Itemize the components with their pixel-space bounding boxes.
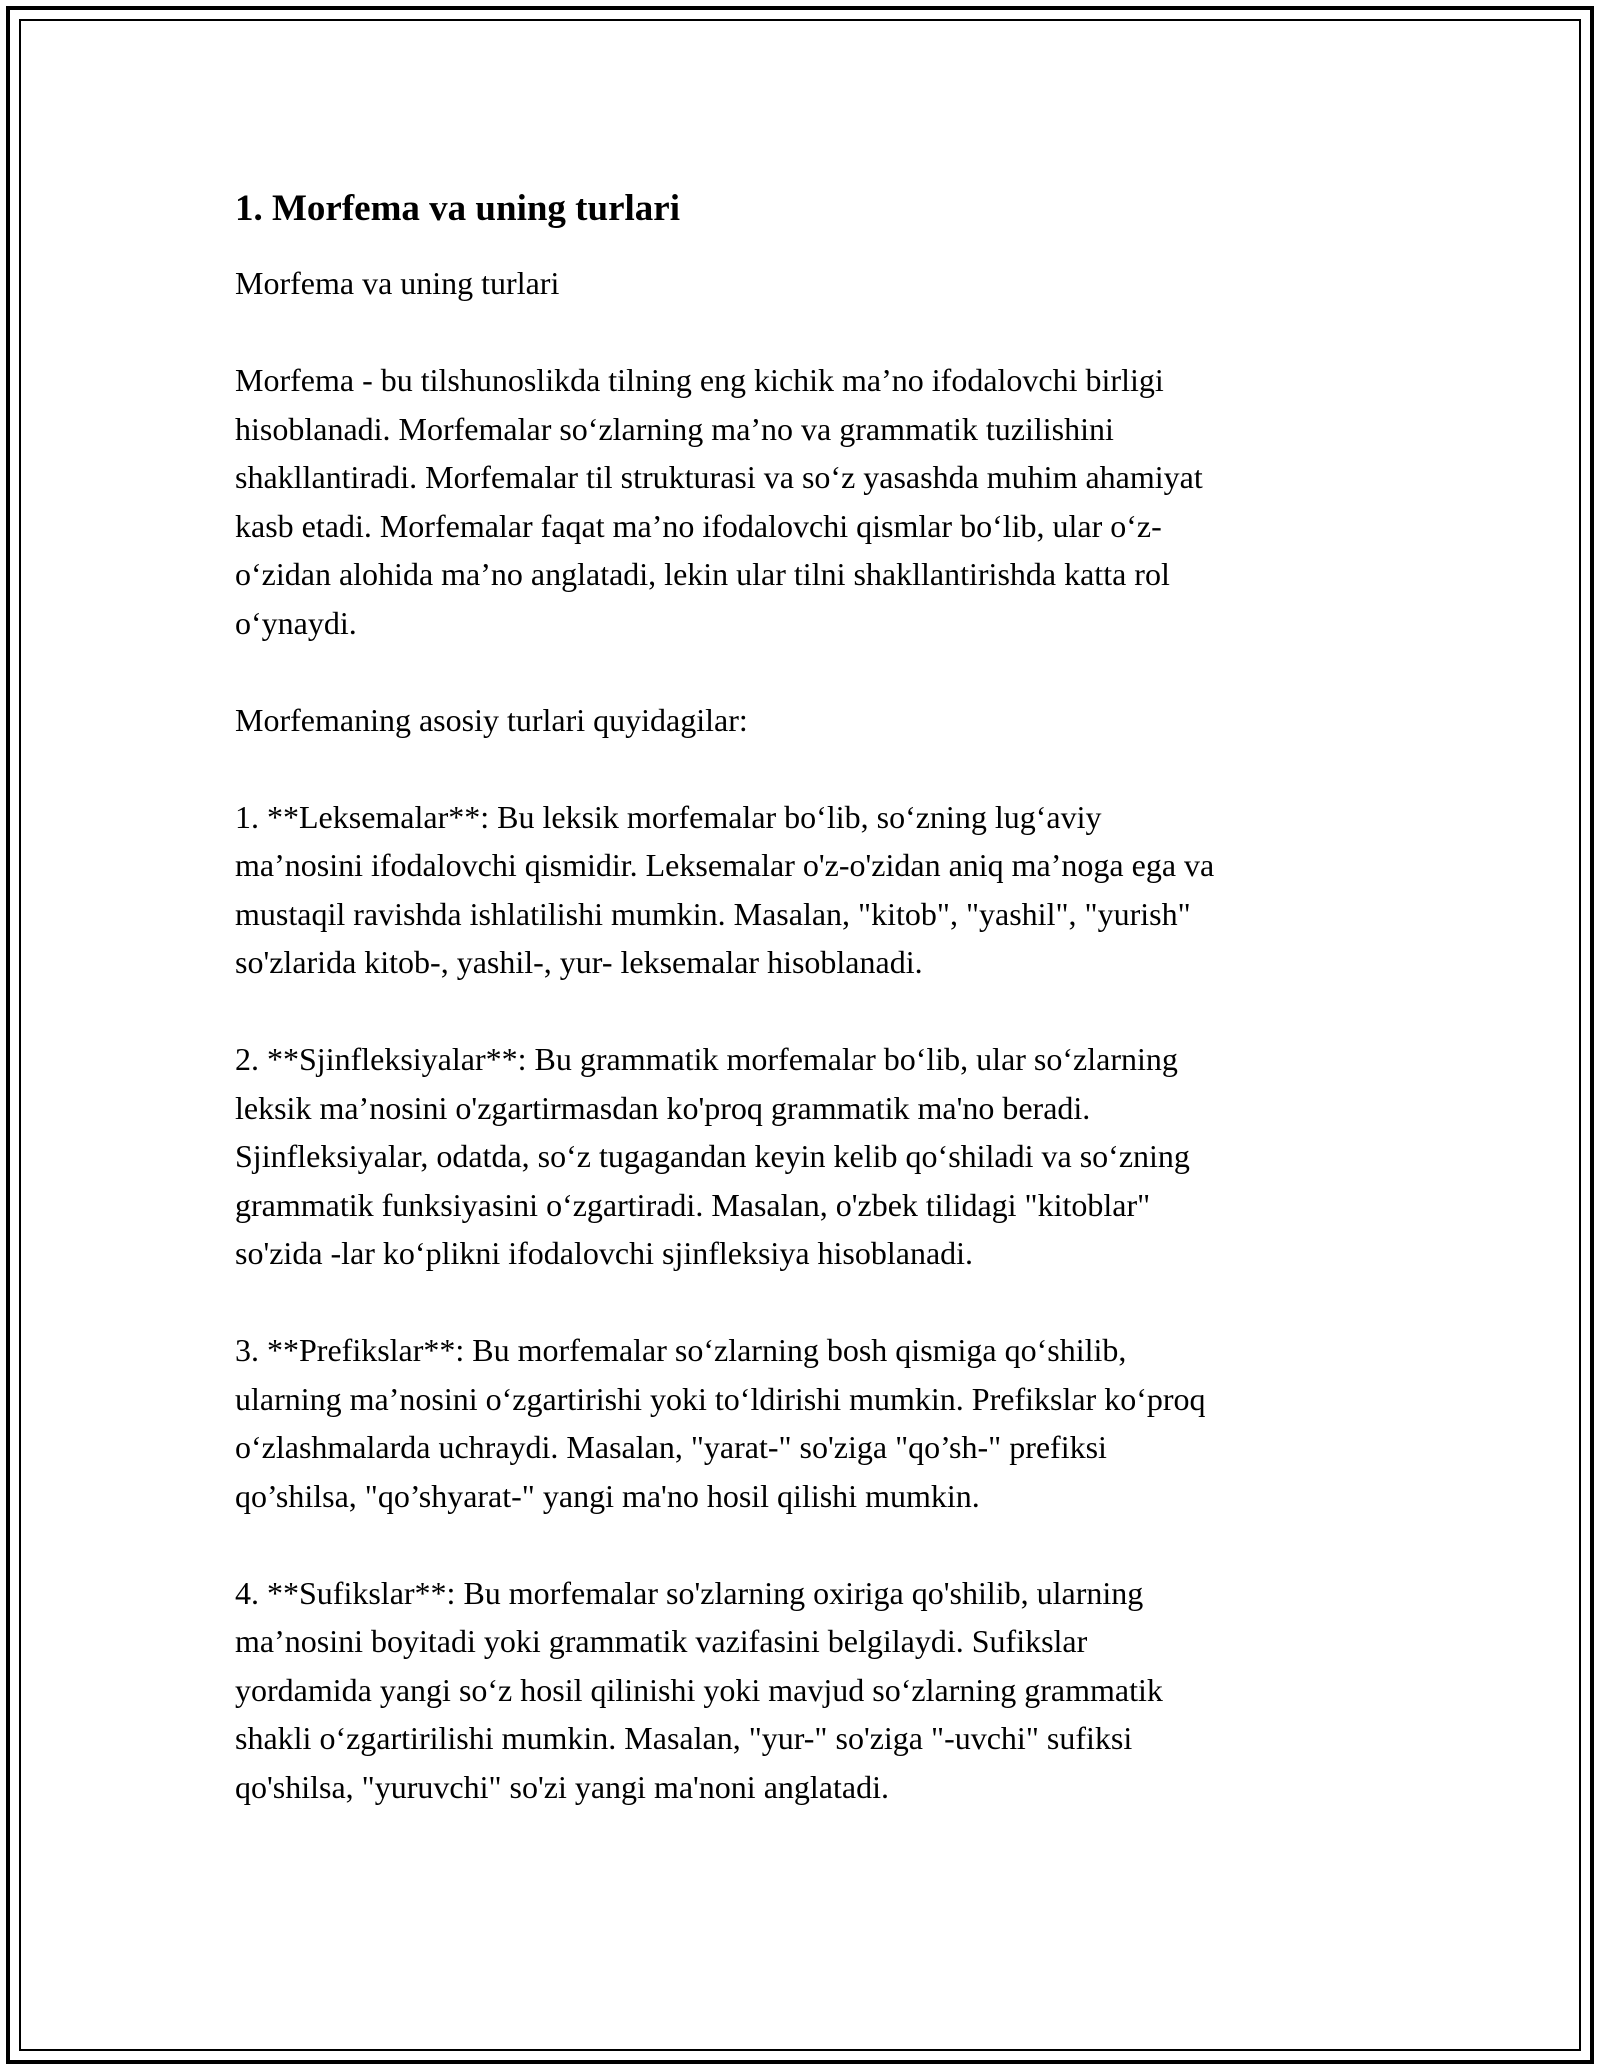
- sufikslar-paragraph: 4. **Sufikslar**: Bu morfemalar so'zlarning oxiriga qo'shilib, ularning ma’nosini boyitadi yoki grammatik vazifasini belgilaydi. Sufikslar yordamida yangi so‘z hosil qilinishi yoki mavjud so‘zlarning grammatik shakli o‘zgartirilishi mumkin. Masalan, "yur-" so'ziga "-uvchi" sufiksi qo'shilsa, "yuruvchi" so'zi yangi ma'noni anglatadi.: [235, 1574, 1163, 1805]
- prefikslar-paragraph: 3. **Prefikslar**: Bu morfemalar so‘zlarning bosh qismiga qo‘shilib, ularning ma’nosini o‘zgartirishi yoki to‘ldirishi mumkin. Prefikslar ko‘proq o‘zlashmalarda uchraydi. Masalan, "yarat-" so'ziga "qo’sh-" prefiksi qo’shilsa, "qo’shyarat-" yangi ma'no hosil qilishi mumkin.: [235, 1332, 1206, 1514]
- types-lead-paragraph: Morfemaning asosiy turlari quyidagilar:: [235, 701, 748, 738]
- section-heading: 1. Morfema va uning turlari: [235, 188, 680, 229]
- document-body: [235, 185, 1385, 1811]
- intro-paragraph: Morfema - bu tilshunoslikda tilning eng kichik ma’no ifodalovchi birligi hisoblanadi. Morfemalar so‘zlarning ma’no va grammatik tuzilishini shakllantiradi. Morfemalar til strukturasi va so‘z yasashda muhim ahamiyat kasb etadi. Morfemalar faqat ma’no ifodalovchi qismlar bo‘lib, ular o‘z- o‘zidan alohida ma’no anglatadi, lekin ular tilni shakllantirishda katta rol o‘ynaydi.: [235, 362, 1203, 641]
- leksemalar-paragraph: 1. **Leksemalar**: Bu leksik morfemalar bo‘lib, so‘zning lug‘aviy ma’nosini ifodalovchi qismidir. Leksemalar o'z-o'zidan aniq ma’noga ega va mustaqil ravishda ishlatilishi mumkin. Masalan, "kitob", "yashil", "yurish" so'zlarida kitob-, yashil-, yur- leksemalar hisoblanadi.: [235, 798, 1215, 980]
- subtitle-paragraph: Morfema va uning turlari: [235, 265, 560, 301]
- sjinfleksiyalar-paragraph: 2. **Sjinfleksiyalar**: Bu grammatik morfemalar bo‘lib, ular so‘zlarning leksik ma’nosini o'zgartirmasdan ko'proq grammatik ma'no beradi. Sjinfleksiyalar, odatda, so‘z tugagandan keyin kelib qo‘shiladi va so‘zning grammatik funksiyasini o‘zgartiradi. Masalan, o'zbek tilidagi "kitoblar" so'zida -lar ko‘plikni ifodalovchi sjinfleksiya hisoblanadi.: [235, 1041, 1190, 1271]
